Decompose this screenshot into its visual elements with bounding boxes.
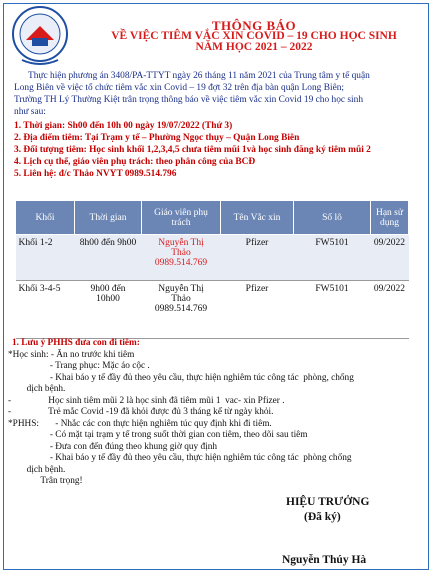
cell-khoi: Khối 3-4-5	[16, 281, 75, 339]
notes-section	[8, 338, 428, 488]
col-header-teacher: Giáo viên phụ trách	[142, 201, 221, 235]
cell-khoi: Khối 1-2	[16, 235, 75, 281]
table-header-row	[16, 201, 409, 235]
teacher-name-2: Thảo	[171, 248, 191, 258]
intro-line-4: như sau:	[14, 107, 46, 117]
info-item-contact: 5. Liên hệ: đ/c Thảo NVYT 0989.514.796	[14, 169, 177, 179]
table-row	[16, 235, 409, 281]
col-header-khoi: Khối	[16, 201, 75, 235]
signature-role: HIỆU TRƯỞNG	[286, 496, 370, 508]
signature-status: (Đã ký)	[304, 511, 341, 523]
teacher-name-2: Thảo	[171, 294, 191, 304]
info-item-schedule: 4. Lịch cụ thể, giáo viên phụ trách: theo phân công của BCĐ	[14, 157, 256, 167]
cell-teacher	[142, 235, 221, 281]
signature-name: Nguyễn Thúy Hà	[282, 554, 367, 566]
cell-lot: FW5101	[294, 281, 371, 339]
col-header-lot: Số lô	[294, 201, 371, 235]
info-item-target: 3. Đối tượng tiêm: Học sinh khối 1,2,3,4,5 chưa tiêm mũi 1và học sinh đăng ký tiêm mũi 2	[14, 145, 371, 155]
cell-vaccine: Pfizer	[221, 235, 294, 281]
intro-paragraph	[14, 70, 424, 118]
cell-lot: FW5101	[294, 235, 371, 281]
intro-line-3: Trường TH Lý Thường Kiệt trân trọng thông báo về việc tiêm vắc xin Covid 19 cho học sinh	[14, 95, 364, 105]
notes-line: *Học sinh: - Ăn no trước khi tiêm	[8, 349, 135, 360]
info-item-location: 2. Địa điểm tiêm: Tại Trạm y tế – Phường Ngọc thụy – Quận Long Biên	[14, 133, 300, 143]
cell-expiry: 09/2022	[371, 235, 409, 281]
intro-line-1: Thực hiện phương án 3408/PA-TTYT ngày 26 tháng 11 năm 2021 của Trung tâm y tế quận	[28, 71, 370, 81]
notes-line: - Trẻ mắc Covid -19 đã khỏi được đủ 3 tháng kể từ ngày khỏi.	[8, 407, 274, 417]
teacher-phone: 0989.514.769	[154, 258, 208, 268]
cell-expiry: 09/2022	[371, 281, 409, 339]
notes-line: - Khai báo y tế đầy đủ theo yêu cầu, thực hiện nghiêm túc công tác phòng, chống	[8, 372, 354, 383]
title-line-1: THÔNG BÁO	[211, 18, 297, 33]
notes-line: dịch bệnh.	[8, 464, 66, 475]
school-logo-icon	[8, 4, 72, 68]
notes-line: - Khai báo y tế đầy đủ theo yêu cầu, thực hiện nghiêm túc công tác phòng chống	[8, 453, 352, 463]
teacher-phone: 0989.514.769	[154, 304, 208, 314]
teacher-name-1: Nguyễn Thị	[158, 238, 204, 248]
notice-title	[84, 20, 424, 53]
info-list	[14, 120, 424, 180]
title-line-2: VỀ VIỆC TIÊM VẮC XIN COVID – 19 CHO HỌC SINH	[111, 30, 397, 42]
teacher-name-1: Nguyễn Thị	[158, 284, 204, 294]
col-header-expiry: Hạn sử dụng	[371, 201, 409, 235]
notes-line: - Học sinh tiêm mũi 2 là học sinh đã tiêm mũi 1 vac- xin Pfizer .	[8, 395, 285, 406]
notes-line: dịch bệnh.	[8, 384, 66, 394]
cell-time: 8h00 đến 9h00	[75, 235, 142, 281]
intro-line-2: Long Biên về việc tổ chức tiêm vắc xin Covid – 19 đợt 32 trên địa bàn quận Long Biên;	[14, 83, 345, 93]
col-header-vaccine: Tên Vắc xin	[221, 201, 294, 235]
notes-line: - Đưa con đến đúng theo khung giờ quy định	[8, 441, 218, 452]
notes-line: *PHHS: - Nhắc các con thực hiện nghiêm túc quy định khi đi tiêm.	[8, 418, 272, 429]
notes-line: - Trang phục: Mặc áo cộc .	[8, 361, 150, 371]
cell-vaccine: Pfizer	[221, 281, 294, 339]
cell-time: 9h00 đến 10h00	[75, 281, 142, 339]
info-item-time: 1. Thời gian: Sh00 đến 10h 00 ngày 19/07/2022 (Thứ 3)	[14, 121, 233, 131]
notes-line: - Có mặt tại trạm y tế trong suốt thời gian con tiêm, theo dõi sau tiêm	[8, 430, 308, 440]
notes-line: Trân trọng!	[8, 476, 83, 486]
schedule-table	[15, 200, 409, 339]
col-header-time: Thời gian	[75, 201, 142, 235]
notes-heading: 1. Lưu ý PHHS đưa con đi tiêm:	[12, 338, 140, 348]
title-line-3: NĂM HỌC 2021 – 2022	[195, 41, 313, 53]
table-row	[16, 281, 409, 339]
cell-teacher	[142, 281, 221, 339]
